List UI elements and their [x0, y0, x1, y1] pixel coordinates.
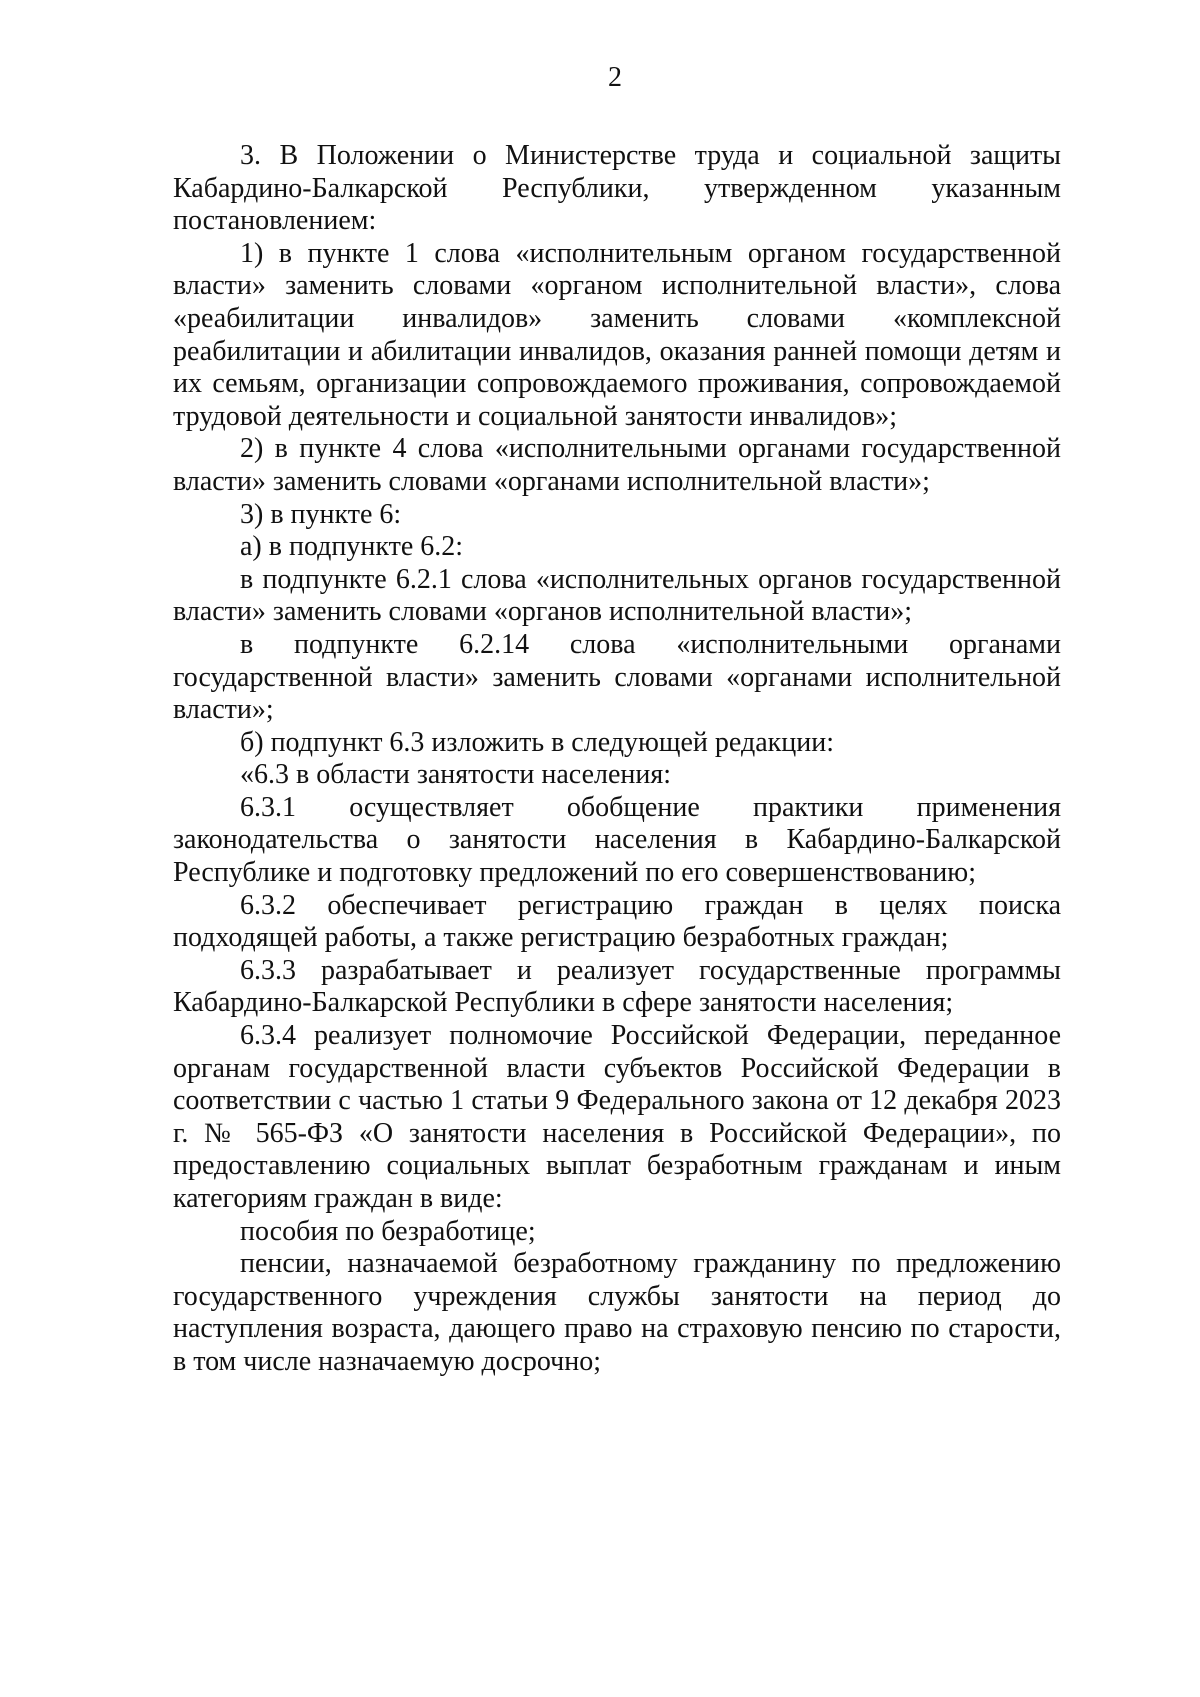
paragraph-3-1: 1) в пункте 1 слова «исполнительным органом государственной власти» заменить словами «органом исполнительной власти», слова «реабилитации инвалидов» заменить словами «комплексной реабилитации и абилитации инвалидов, оказания ранней помощи детям и их семьям, организации сопровождаемого проживания, сопровождаемой трудовой деятельности и социальной занятости инвалидов»;: [173, 237, 1061, 432]
paragraph-3-3-b: б) подпункт 6.3 изложить в следующей редакции:: [240, 726, 834, 758]
list-item-unemployment-benefit: пособия по безработице;: [240, 1215, 536, 1247]
list-item-pension: пенсии, назначаемой безработному гражданину по предложению государственного учреждения службы занятости на период до наступления возраста, дающего право на страховую пенсию по старости, в том числе назначаемую досрочно;: [173, 1248, 1061, 1377]
paragraph-6-2-1: в подпункте 6.2.1 слова «исполнительных органов государственной власти» заменить словами «органов исполнительной власти»;: [173, 563, 1061, 628]
page-number: 2: [608, 62, 622, 93]
paragraph-3: 3. В Положении о Министерстве труда и социальной защиты Кабардино-Балкарской Республики, утвержденном указанным постановлением:: [173, 140, 1061, 237]
paragraph-6-3-heading: «6.3 в области занятости населения:: [240, 759, 672, 791]
paragraph-6-3-2: 6.3.2 обеспечивает регистрацию граждан в целях поиска подходящей работы, а также регистрацию безработных граждан;: [173, 889, 1061, 954]
paragraph-3-2: 2) в пункте 4 слова «исполнительными органами государственной власти» заменить словами «органами исполнительной власти»;: [173, 433, 1061, 497]
document-body: [173, 140, 1061, 1379]
paragraph-3-3-a: а) в подпункте 6.2:: [240, 531, 464, 563]
paragraph-6-2-14: в подпункте 6.2.14 слова «исполнительными органами государственной власти» заменить словами «органами исполнительной власти»;: [173, 628, 1061, 726]
paragraph-6-3-3: 6.3.3 разрабатывает и реализует государственные программы Кабардино-Балкарской Республики в сфере занятости населения;: [173, 954, 1061, 1019]
paragraph-3-3: 3) в пункте 6:: [240, 498, 402, 530]
paragraph-6-3-4: 6.3.4 реализует полномочие Российской Федерации, переданное органам государственной власти субъектов Российской Федерации в соответствии с частью 1 статьи 9 Федерального закона от 12 декабря 2023 г. № 565-ФЗ «О занятости населения в Российской Федерации», по предоставлению социальных выплат безработным гражданам и иным категориям граждан в виде:: [173, 1020, 1061, 1214]
paragraph-6-3-1: 6.3.1 осуществляет обобщение практики применения законодательства о занятости населения в Кабардино-Балкарской Республике и подготовку предложений по его совершенствованию;: [173, 791, 1061, 889]
